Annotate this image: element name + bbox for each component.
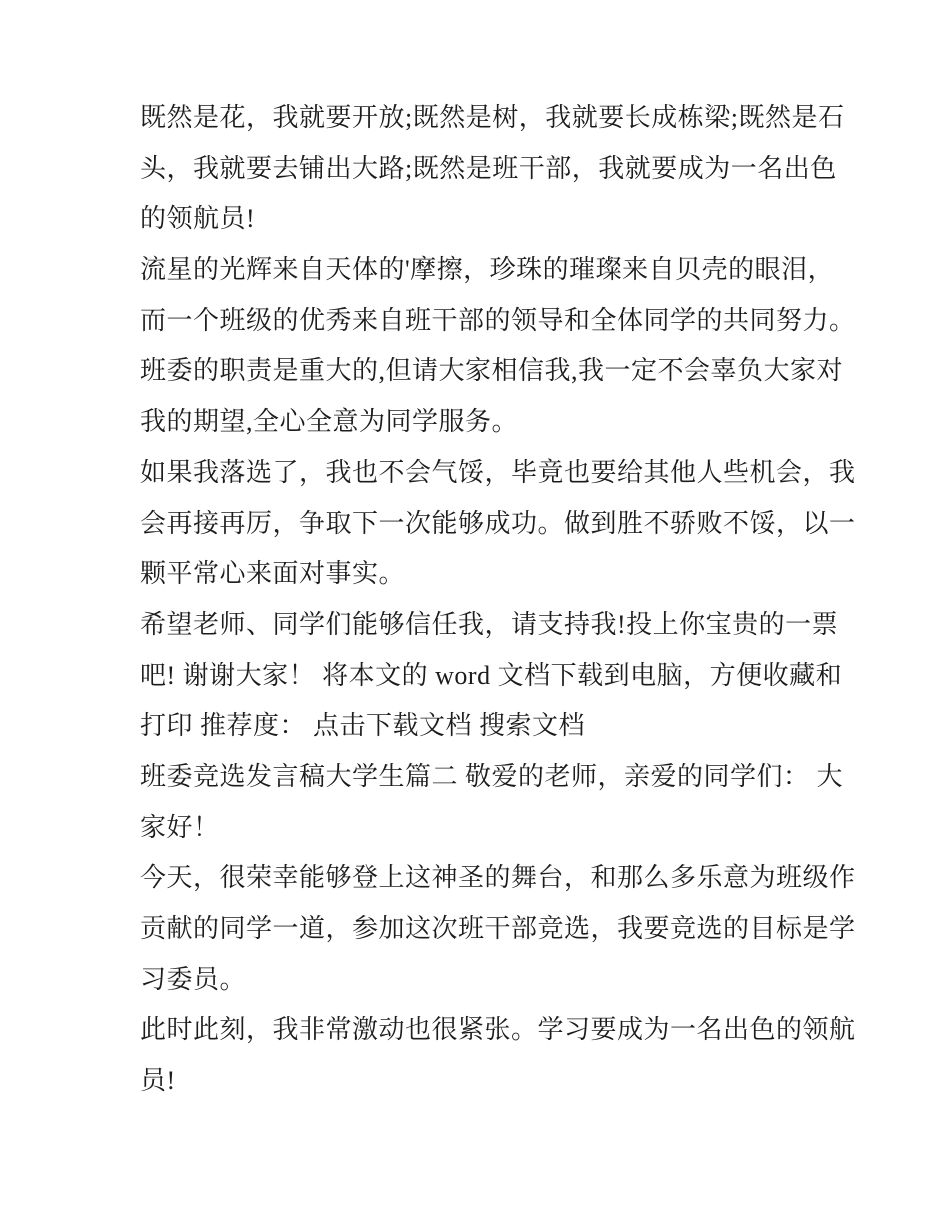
document-line: 而一个班级的优秀来自班干部的领导和全体同学的共同努力。	[140, 305, 856, 335]
document-line: 打印 推荐度： 点击下载文档 搜索文档	[140, 711, 586, 741]
document-line: 如果我落选了，我也不会气馁，毕竟也要给其他人些机会，我	[140, 457, 856, 487]
document-line: 颗平常心来面对事实。	[140, 559, 406, 589]
document-line: 班委竞选发言稿大学生篇二 敬爱的老师，亲爱的同学们： 大	[140, 761, 844, 791]
document-line: 此时此刻，我非常激动也很紧张。学习要成为一名出色的领航	[140, 1015, 856, 1045]
document-line: 既然是花，我就要开放;既然是树，我就要长成栋梁;既然是石	[140, 103, 845, 132]
document-line: 的领航员!	[140, 204, 256, 234]
document-line: 会再接再厉，争取下一次能够成功。做到胜不骄败不馁，以一	[140, 508, 856, 538]
document-line: 家好！	[140, 812, 220, 842]
document-line: 今天，很荣幸能够登上这神圣的舞台，和那么多乐意为班级作	[140, 863, 856, 893]
document-line: 习委员。	[140, 964, 247, 994]
document-line: 员!	[140, 1066, 176, 1096]
document-line: 头，我就要去铺出大路;既然是班干部，我就要成为一名出色	[140, 153, 837, 183]
document-body	[140, 93, 860, 1107]
document-line: 班委的职责是重大的,但请大家相信我,我一定不会辜负大家对	[140, 356, 844, 386]
document-line: 贡献的同学一道，参加这次班干部竞选，我要竞选的目标是学	[140, 914, 856, 943]
document-line: 吧! 谢谢大家！ 将本文的 word 文档下载到电脑，方便收藏和	[140, 660, 843, 690]
document-line: 我的期望,全心全意为同学服务。	[140, 407, 519, 437]
document-line: 希望老师、同学们能够信任我，请支持我!投上你宝贵的一票	[140, 609, 839, 639]
document-line: 流星的光辉来自天体的'摩擦，珍珠的璀璨来自贝壳的眼泪，	[140, 255, 835, 285]
